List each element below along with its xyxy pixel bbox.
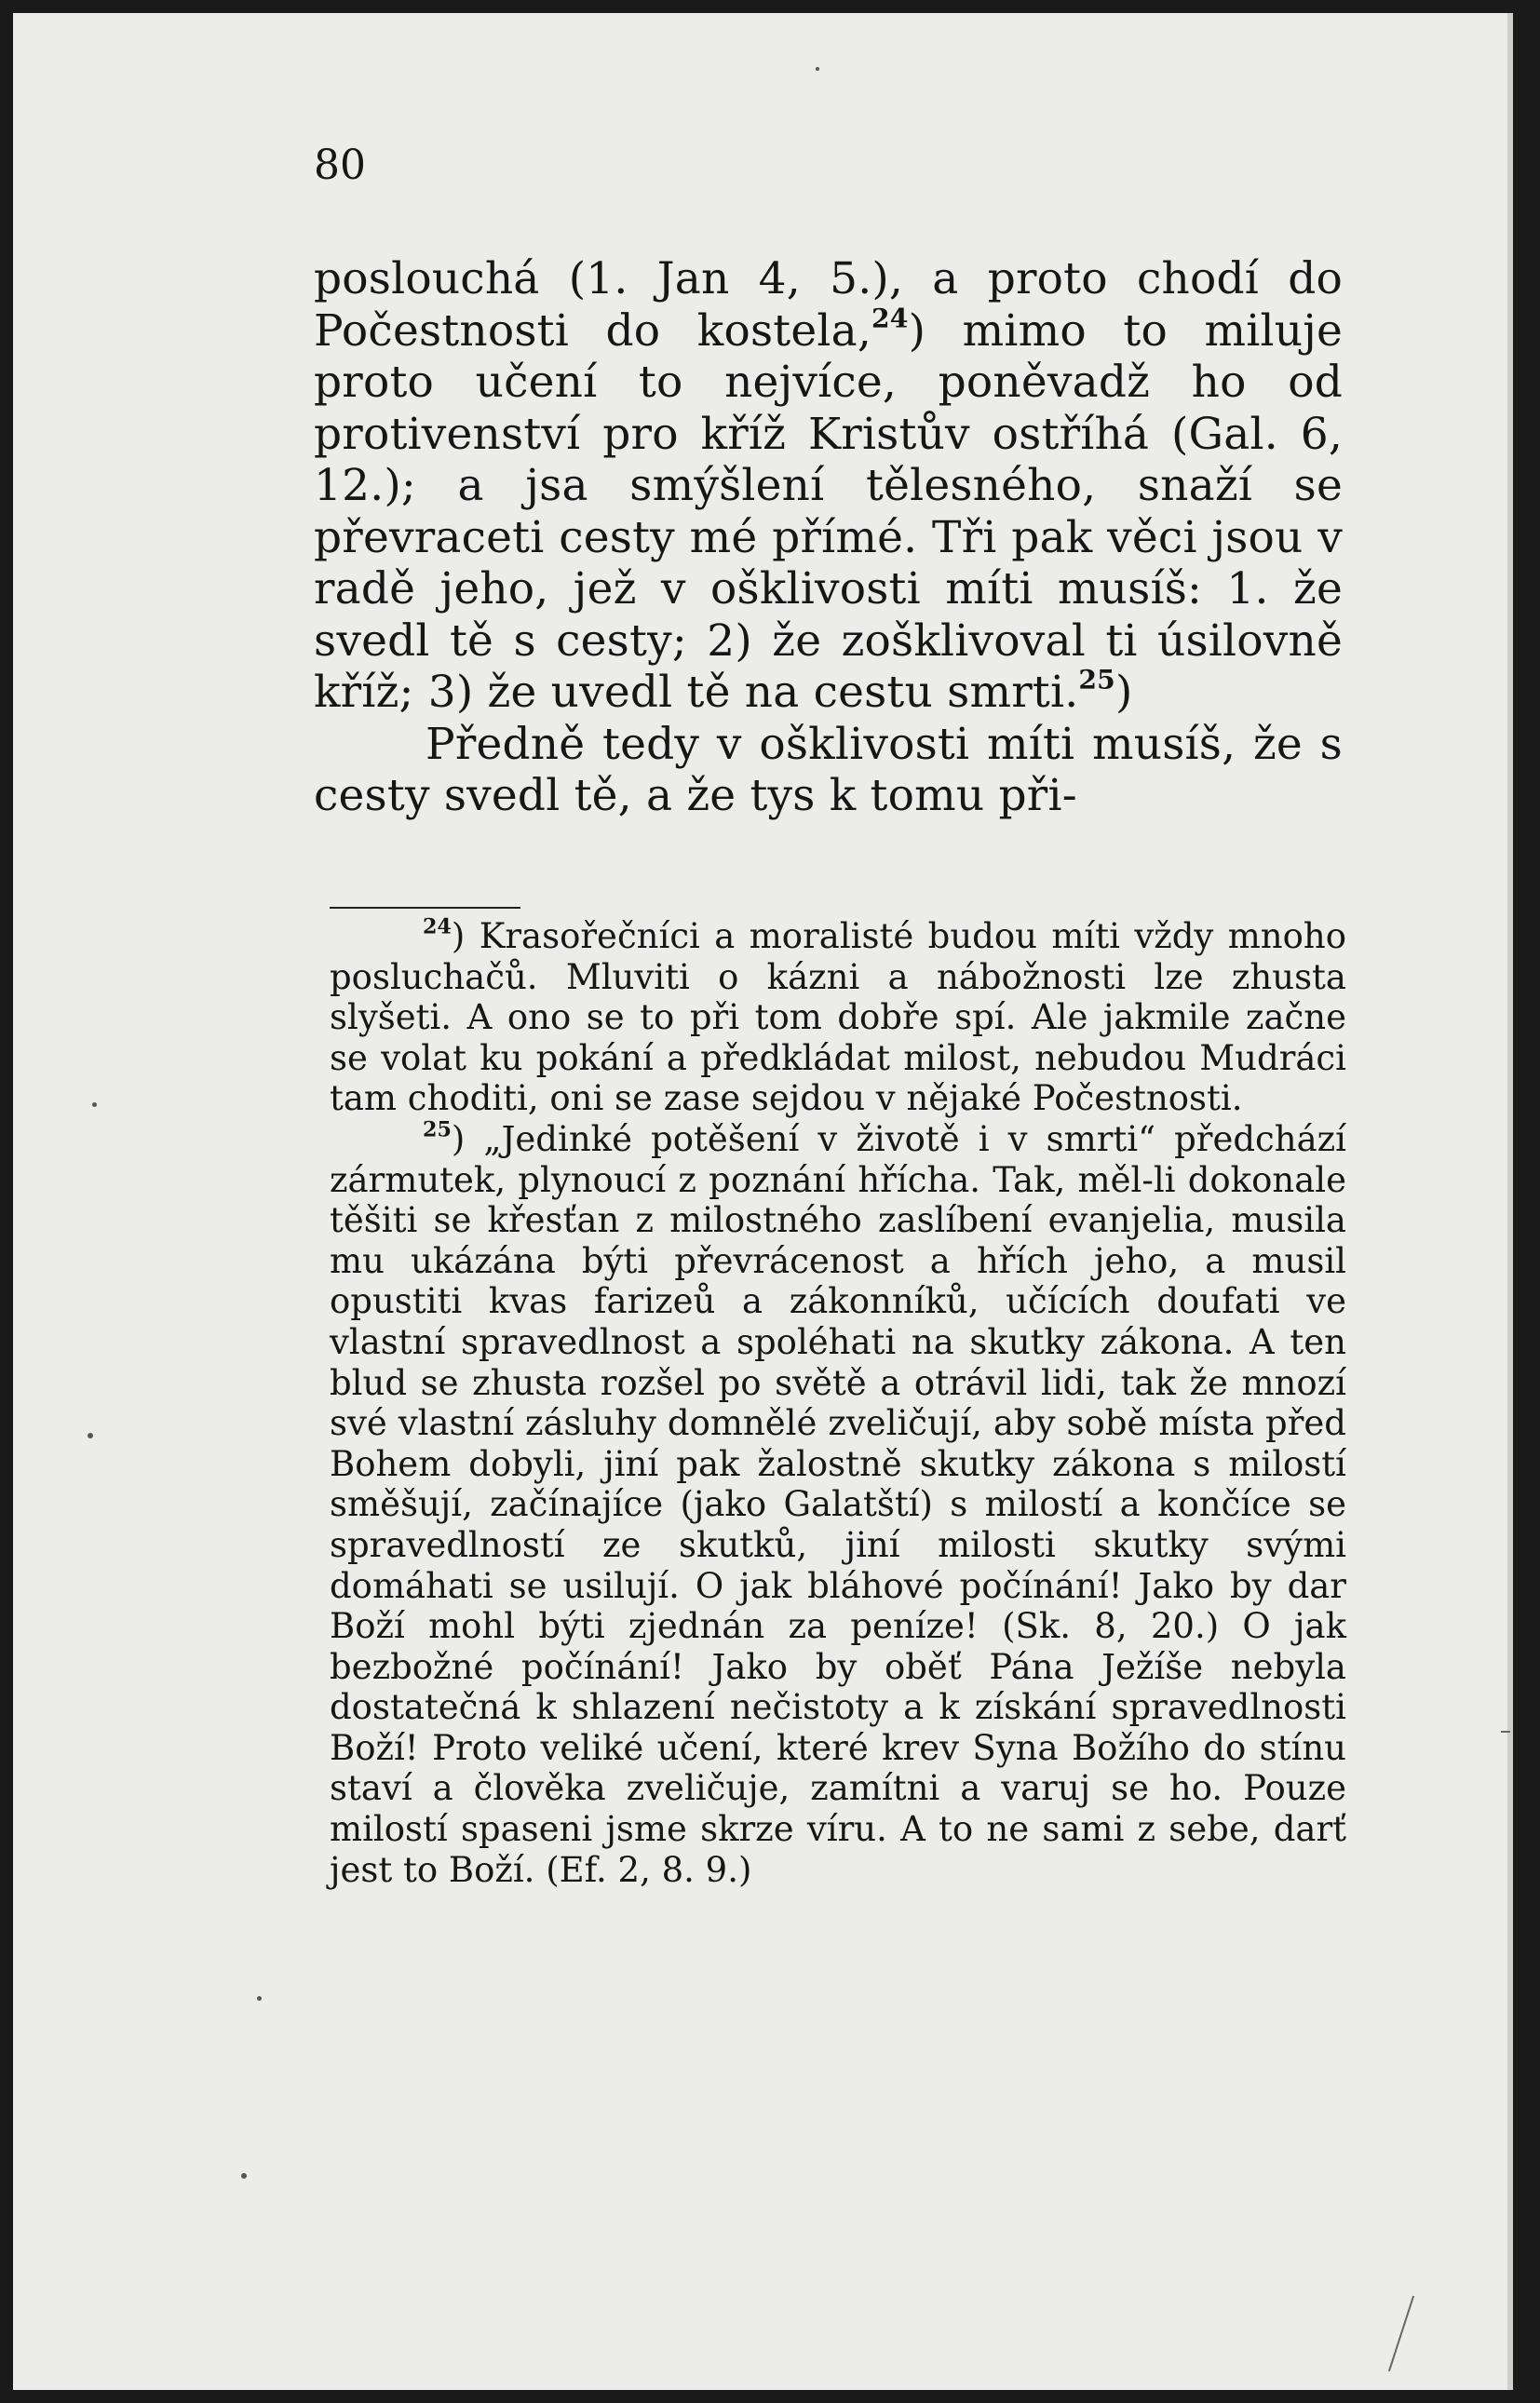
- scan-scratch: [1501, 1731, 1510, 1733]
- footnote-ref-24: 24: [871, 302, 909, 333]
- footnote-25-text: ) „Jedinké potěšení v životě i v smrti“ předchází zármutek, plynoucí z poznání hřícha. Tak, měl-li dokonale těšiti se křesťan z milostného zaslíbení evanjelia, musila mu ukázána býti převrácenost a hřích jeho, a musil opustiti kvas farizeů a zákonníků, učících doufati ve vlastní spravedlnost a spoléhati na skutky zákona. A ten blud se zhusta rozšel po světě a otrávil lidi, tak že mnozí své vlastní zásluhy domnělé zveličují, aby sobě místa před Bohem dobyli, jiní pak žalostně skutky zákona s milostí směšují, začínajíce (jako Galatští) s milostí a končíce se spravedlností ze skutků, jiní milosti skutky svými domáhati se usilují. O jak bláhové počínání! Jako by dar Boží mohl býti zjednán za peníze! (Sk. 8, 20.) O jak bezbožné počínání! Jako by oběť Pána Ježíše nebyla dostatečná k shlazení nečistoty a k získání spravedlnosti Boží! Proto veliké učení, které krev Syna Božího do stínu staví a člověka zveličuje, zamítni a varuj se ho. Pouze milostí spaseni jsme skrze víru. A to ne sami z sebe, darť jest to Boží. (Ef. 2, 8. 9.): [330, 1118, 1346, 1890]
- footnote-24-mark: 24: [423, 914, 452, 939]
- page-edge: [1507, 13, 1513, 2390]
- paragraph-1-part-b: ) mimo to miluje proto učení to nejvíce, poněvadž ho od protivenství pro kříž Kristův ostříhá (Gal. 6, 12.); a jsa smýšlení tělesného, snaží se převraceti cesty mé přímé. Tři pak věci jsou v radě jeho, jež v ošklivosti míti musíš: 1. že svedl tě s cesty; 2) že zošklivoval ti úsilovně kříž; 3) že uvedl tě na cestu smrti.: [314, 304, 1344, 718]
- page-number: 80: [314, 142, 366, 189]
- scan-speck: [257, 1996, 262, 2001]
- paragraph-1: [314, 253, 1343, 719]
- footnote-25-mark: 25: [423, 1117, 452, 1142]
- paragraph-1-part-c: ): [1115, 667, 1133, 718]
- footnote-24: [330, 916, 1346, 1119]
- scan-scratch: [1388, 2296, 1414, 2371]
- footnote-25: [330, 1119, 1346, 1890]
- footnotes: [330, 916, 1346, 1890]
- scan-speck: [816, 67, 819, 71]
- main-text: [314, 253, 1343, 822]
- scanned-page: [13, 13, 1513, 2390]
- scan-speck: [241, 2173, 247, 2179]
- paragraph-2: Předně tedy v ošklivosti míti musíš, že s cesty svedl tě, a že tys k tomu při-: [314, 718, 1343, 821]
- footnote-divider: [330, 907, 520, 909]
- footnote-24-text: ) Krasořečníci a moralisté budou míti vždy mnoho posluchačů. Mluviti o kázni a nábožnosti lze zhusta slyšeti. A ono se to při tom dobře spí. Ale jakmile začne se volat ku pokání a předkládat milost, nebudou Mudráci tam choditi, oni se zase sejdou v nějaké Počestnosti.: [330, 916, 1346, 1119]
- scan-speck: [88, 1433, 93, 1438]
- footnote-ref-25: 25: [1078, 664, 1115, 695]
- paragraph-1-part-a: poslouchá (1. Jan 4, 5.), a proto chodí do Počestnosti do kostela,: [314, 253, 1343, 357]
- scan-speck: [92, 1102, 97, 1107]
